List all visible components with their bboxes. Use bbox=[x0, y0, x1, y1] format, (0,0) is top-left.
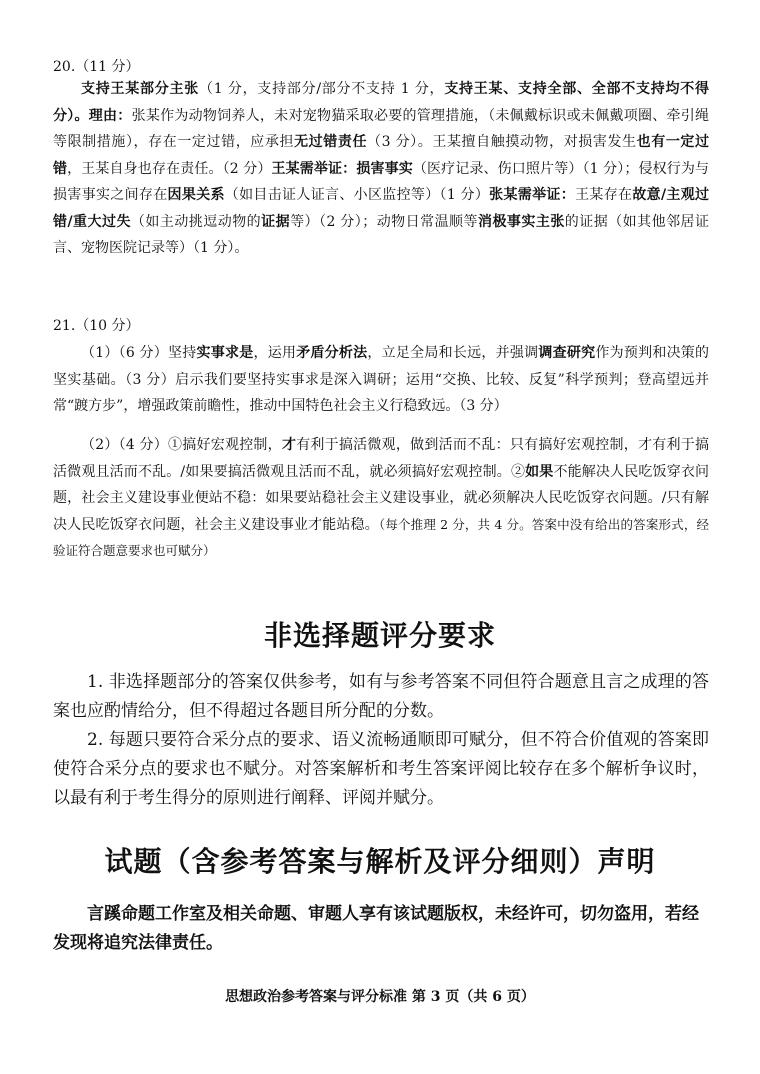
q20-text: （如主动挑逗动物的 bbox=[130, 213, 262, 230]
rules-list bbox=[53, 668, 709, 813]
q21-text: 有利于搞活微观，做到活而不乱：只有搞好宏观控制，才有利于搞活微观且活而不乱。/如果要搞活微观且活而不乱，就必须搞好宏观控制。② bbox=[53, 437, 710, 480]
q21-text: 才 bbox=[281, 437, 297, 453]
q20-text: 证据 bbox=[261, 213, 291, 230]
question-20-answer bbox=[53, 76, 709, 262]
q20-text: 也有一定过错 bbox=[53, 134, 710, 177]
q20-text: （3 分）。王某擅自触摸动物，对损害发生 bbox=[367, 134, 637, 150]
q21-text: 矛盾分析法 bbox=[296, 345, 368, 361]
question-20-number: 20.（11 分） bbox=[53, 59, 140, 75]
q20-text: 无过错责任 bbox=[294, 134, 368, 150]
rule-item: 2. 每题只要符合采分点的要求、语义流畅通顺即可赋分，但不符合价值观的答案即使符合采分点的要求也不赋分。对答案解析和考生答案评阅比较存在多个解析争议时，以最有利于考生得分的原则进行阐释、评阅并赋分。 bbox=[53, 730, 709, 808]
q21-text: 实事求是 bbox=[196, 345, 254, 361]
q20-text: 王某存在 bbox=[575, 187, 633, 203]
q20-text: 的证据（如其他邻居证言、宠物医院记录等）（1 分）。 bbox=[53, 213, 710, 256]
q21-text: 调查研究 bbox=[538, 345, 596, 361]
q20-text: 因果关系 bbox=[167, 187, 225, 203]
page-footer: 思想政治参考答案与评分标准 第 3 页（共 6 页） bbox=[225, 989, 535, 1005]
question-21-part1 bbox=[53, 340, 709, 420]
q20-text: ，王某自身也存在责任。（2 分） bbox=[67, 160, 272, 177]
q20-text: 王某需举证：损害事实 bbox=[271, 160, 413, 177]
rules-heading: 非选择题评分要求 bbox=[263, 619, 496, 652]
question-21-part2 bbox=[53, 432, 709, 565]
q20-text: 故意/主观过错/重大过失 bbox=[53, 187, 710, 230]
q21-text: ，立足全局和长远，并强调 bbox=[367, 345, 539, 361]
q20-text: （1 分，支持部分/部分不支持 1 分， bbox=[198, 81, 445, 97]
q20-text: （医疗记录、伤口照片等）（1 分）；侵权行为与损害事实之间存在 bbox=[53, 160, 710, 203]
question-21-number: 21.（10 分） bbox=[53, 318, 140, 334]
q21-text: 作为预判和决策的坚实基础。（3 分）启示我们要坚持实事求是深入调研；运用“交换、比较、反复”科学预判；登高望远并常“踱方步”，增强政策前瞻性，推动中国特色社会主义行稳致远。（3 分） bbox=[53, 345, 710, 414]
q21-text: 不能解决人民吃饭穿衣问题，社会主义建设事业便站不稳：如果要站稳社会主义建设事业，就必须解决人民吃饭穿衣问题。/只有解决人民吃饭穿衣问题，社会主义建设事业才能站稳。 bbox=[53, 463, 710, 533]
q20-text: 支持王某、支持全部、全部不支持均不得分）。理由： bbox=[53, 81, 710, 124]
rule-item: 1. 非选择题部分的答案仅供参考，如有与参考答案不同但符合题意且言之成理的答案也应酌情给分，但不得超过各题目所分配的分数。 bbox=[53, 672, 709, 721]
q21-text: （2）（4 分）①搞好宏观控制， bbox=[81, 437, 282, 453]
q20-text: 支持王某部分主张 bbox=[81, 81, 199, 97]
q21-text: （1）（6 分）坚持 bbox=[81, 345, 197, 361]
q20-text: 等）（2 分）；动物日常温顺等 bbox=[290, 213, 478, 230]
q20-text: 张某需举证： bbox=[489, 187, 576, 203]
declaration-heading: 试题（含参考答案与解析及评分细则）声明 bbox=[104, 845, 656, 878]
q20-text: 消极事实主张 bbox=[477, 213, 565, 230]
q21-scoring-note: （每个推理 2 分，共 4 分。答案中没有给出的答案形式，经验证符合题意要求也可赋分） bbox=[53, 516, 709, 558]
q21-text: ，运用 bbox=[253, 345, 297, 361]
declaration-text: 言蹊命题工作室及相关命题、审题人享有该试题版权，未经许可，切勿盗用，若经发现将追究法律责任。 bbox=[53, 904, 699, 953]
q21-text: 如果 bbox=[525, 463, 554, 480]
q20-text: （如目击证人证言、小区监控等）（1 分） bbox=[224, 187, 490, 203]
q20-text: 张某作为动物饲养人，未对宠物猫采取必要的管理措施，（未佩戴标识或未佩戴项圈、牵引绳等限制措施），存在一定过错，应承担 bbox=[53, 107, 710, 150]
